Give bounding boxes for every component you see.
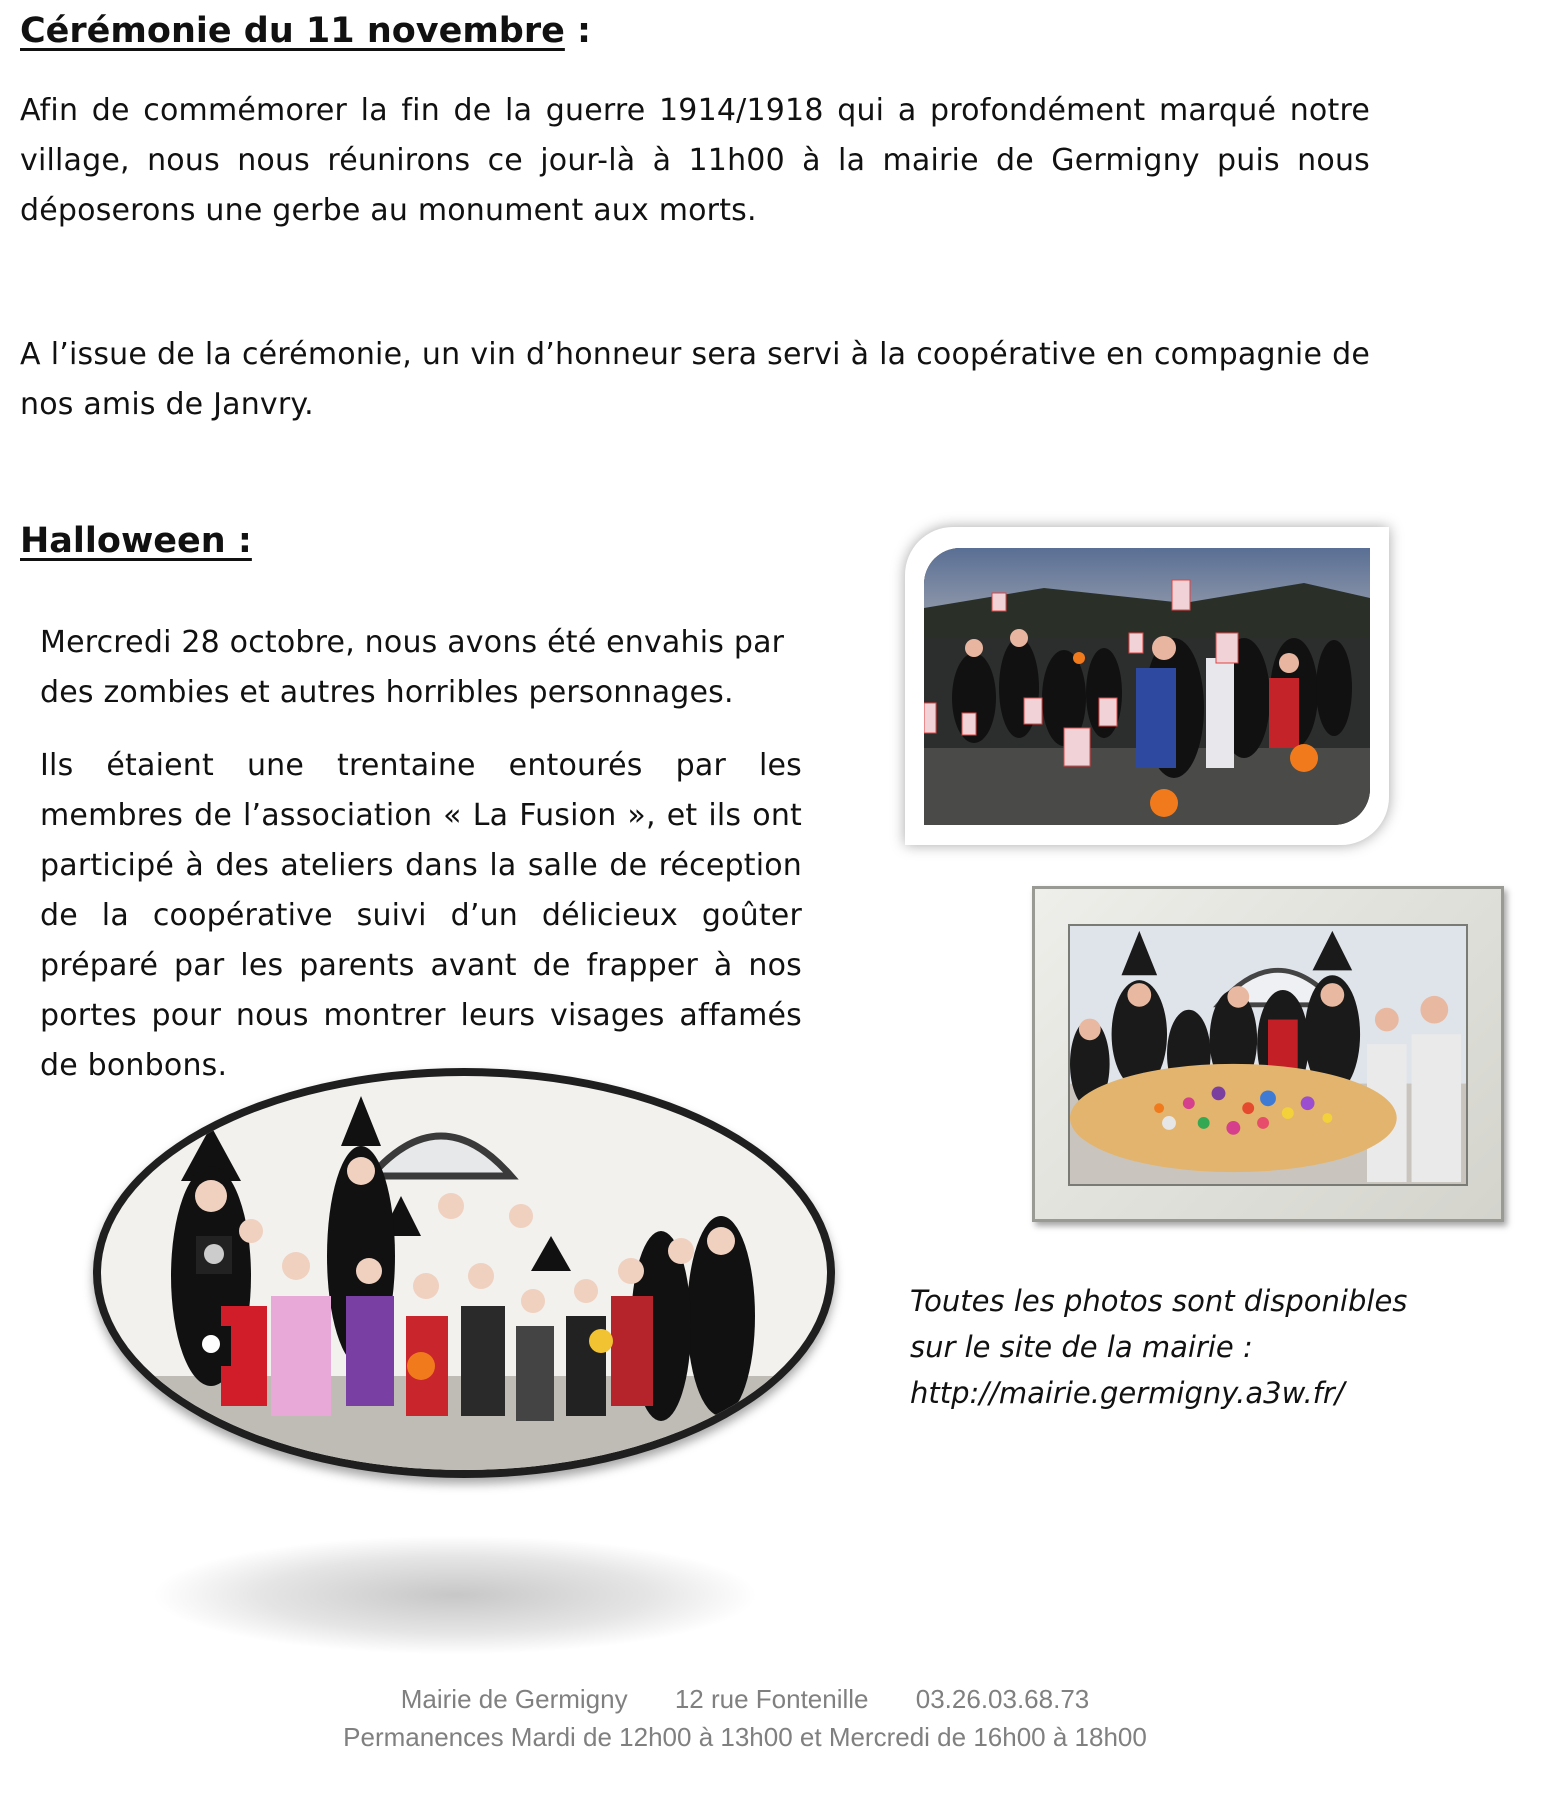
- halloween-heading-text: Halloween :: [20, 521, 252, 561]
- lantern-parade-photo-frame: [905, 527, 1389, 845]
- caption-url: http://mairie.germigny.a3w.fr/: [910, 1376, 1345, 1410]
- ceremony-heading-suffix: :: [564, 11, 592, 51]
- ceremony-heading: [20, 10, 591, 52]
- footer-contact-line: [0, 1680, 1490, 1718]
- footer-phone: 03.26.03.68.73: [915, 1684, 1090, 1714]
- lantern-parade-photo: [924, 548, 1370, 825]
- ceremony-paragraph-1: Afin de commémorer la fin de la guerre 1914/1918 qui a profondément marqué notre village, nous nous réunirons ce jour-là à 11h00 à la mairie de Germigny puis nous déposerons une gerbe au monument aux morts.: [20, 93, 1370, 228]
- footer-address: 12 rue Fontenille: [674, 1684, 869, 1714]
- group-portrait-photo: [101, 1076, 827, 1470]
- ceremony-paragraph-2: A l’issue de la cérémonie, un vin d’honneur sera servi à la coopérative en compagnie de nos amis de Janvry.: [20, 337, 1370, 422]
- photos-caption: [910, 1278, 1430, 1416]
- halloween-paragraph-1: Mercredi 28 octobre, nous avons été envahis par des zombies et autres horribles personnages.: [40, 625, 785, 710]
- halloween-heading: [20, 520, 252, 562]
- footer: [0, 1680, 1490, 1756]
- footer-hours: Permanences Mardi de 12h00 à 13h00 et Mercredi de 16h00 à 18h00: [343, 1722, 1147, 1752]
- halloween-paragraph-2: Ils étaient une trentaine entourés par les membres de l’association « La Fusion », et ils ont participé à des ateliers dans la salle de réception de la coopérative suivi d’un délicieux goûter préparé par les parents avant de frapper à nos portes pour nous montrer leurs visages affamés de bonbons.: [40, 748, 802, 1083]
- candy-table-photo: [1068, 924, 1468, 1186]
- caption-line-2: sur le site de la mairie :: [910, 1330, 1253, 1364]
- caption-line-1: Toutes les photos sont disponibles: [910, 1284, 1408, 1318]
- ceremony-heading-text: Cérémonie du 11 novembre: [20, 11, 565, 51]
- candy-table-photo-frame: [1032, 886, 1504, 1222]
- group-portrait-photo-frame: [93, 1068, 835, 1478]
- footer-name: Mairie de Germigny: [400, 1684, 628, 1714]
- group-portrait-shadow: [150, 1535, 760, 1655]
